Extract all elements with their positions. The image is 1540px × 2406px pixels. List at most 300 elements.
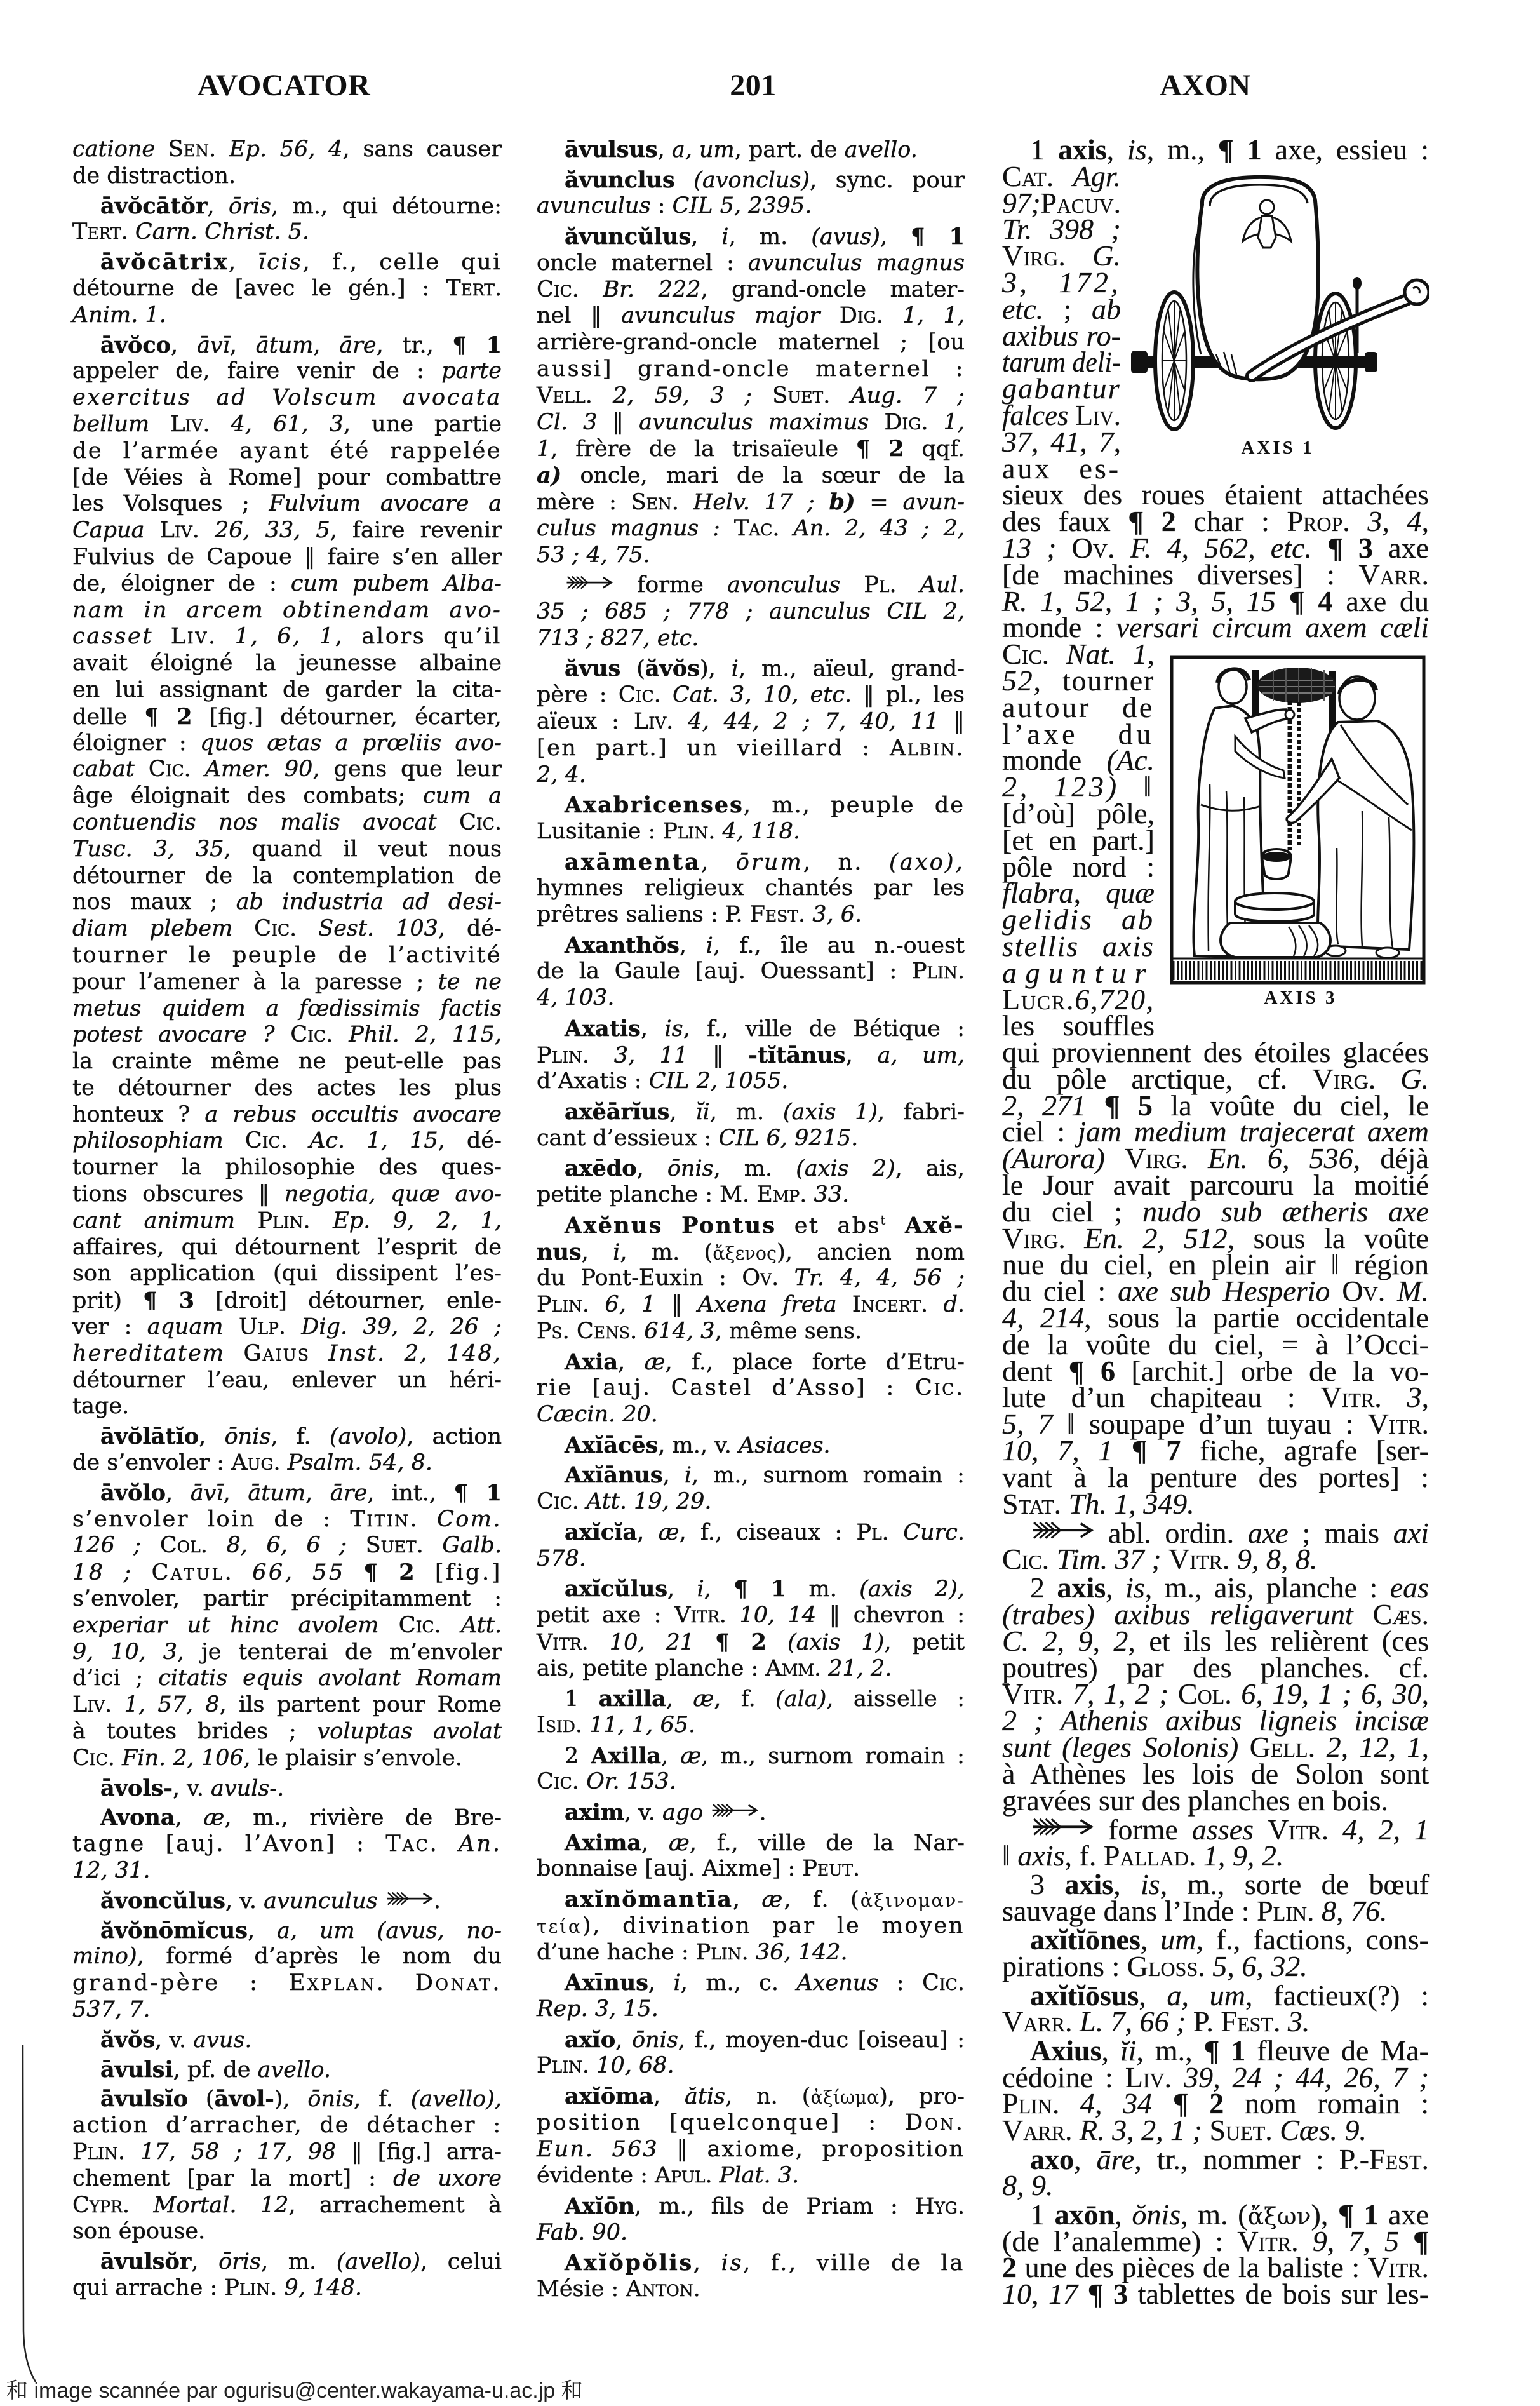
author-abbreviation: Gloss.: [1127, 1950, 1205, 1983]
roman-text: [144, 518, 159, 543]
text-line: [72, 1586, 502, 1613]
italic-text: Fab. 90.: [537, 2219, 628, 2245]
line-text: [1002, 2087, 1430, 2120]
line-text: [1002, 690, 1155, 723]
roman-text: , f., factions, cons-: [1196, 1923, 1429, 1956]
author-abbreviation: Peut.: [802, 1856, 860, 1882]
text-line: [537, 1239, 965, 1266]
italic-text: philosophiam: [72, 1128, 224, 1154]
roman-text: cant d’essieux :: [537, 1125, 719, 1151]
author-abbreviation: Cic.: [1002, 638, 1050, 671]
line-text: [1002, 372, 1121, 405]
line-text: [72, 412, 502, 438]
roman-text: d’ici ;: [72, 1665, 159, 1691]
line-text: [72, 598, 502, 624]
text-line: [1002, 159, 1121, 192]
line-text: [72, 2166, 502, 2193]
italic-text: Agr.: [1073, 159, 1121, 192]
roman-text: à toutes brides ;: [72, 1719, 318, 1745]
italic-text: Nat. 1,: [1066, 638, 1155, 671]
headword-text: āvŏlātĭo: [100, 1423, 199, 1450]
text-line: [1002, 956, 1155, 989]
italic-text: ătis: [684, 2083, 726, 2109]
italic-text: tarum deli-: [1002, 346, 1122, 379]
author-abbreviation: Cic.: [244, 1128, 288, 1154]
text-line: [1002, 2005, 1429, 2038]
text-line: [72, 1480, 502, 1507]
roman-text: [928, 410, 944, 435]
text-line: [1002, 1169, 1429, 1202]
italic-text: parte: [441, 358, 502, 384]
roman-text: qui proviennent des étoiles glacées: [1002, 1036, 1429, 1069]
line-text: [72, 491, 502, 518]
italic-text: (Ac.: [1106, 744, 1155, 777]
author-abbreviation: Cic.: [254, 916, 297, 942]
headword-text: Axilla: [591, 1742, 662, 1769]
italic-text: eas: [1389, 1571, 1430, 1604]
italic-text: C. 2, 9, 2: [1002, 1624, 1128, 1657]
line-text: [565, 849, 965, 877]
text-line: [72, 2086, 502, 2113]
roman-text: , int.,: [367, 1480, 454, 1506]
roman-text: [135, 756, 149, 782]
line-text: [1002, 1115, 1429, 1148]
headword-text: ăvŏnōmĭcus: [100, 1917, 248, 1944]
italic-text: āvī: [190, 1480, 224, 1506]
line-text: [537, 1996, 659, 2023]
headword-text: ¶ 1: [911, 223, 965, 250]
line-text: [537, 1489, 712, 1516]
dictionary-entry: [72, 193, 502, 246]
italic-text: æ: [644, 1349, 666, 1375]
author-abbreviation: Varr.: [1358, 558, 1429, 591]
text-line: [72, 332, 502, 359]
italic-text: An. 2, 43 ; 2,: [793, 515, 965, 541]
line-text: [537, 1239, 965, 1267]
italic-text: (avus): [811, 224, 880, 250]
roman-text: m.: [786, 1576, 860, 1603]
line-text: [537, 682, 965, 709]
text-line: [1002, 2114, 1429, 2147]
text-line: [1002, 2142, 1429, 2175]
dictionary-entry: [1002, 2198, 1430, 2311]
roman-text: axe, essieu :: [1261, 133, 1430, 166]
italic-text: (avolo): [329, 1424, 407, 1450]
italic-text: is: [664, 1016, 683, 1042]
line-text: [1002, 664, 1155, 697]
roman-text: [830, 383, 850, 408]
roman-text: [713, 2163, 720, 2188]
text-line: [72, 1102, 502, 1129]
roman-text: ,: [1139, 1979, 1167, 2012]
dictionary-entry: [537, 1576, 965, 1682]
roman-text: la crainte même ne peut-elle pas: [72, 1049, 502, 1075]
italic-text: ātum: [248, 1480, 306, 1506]
roman-text: de, éloigner de :: [72, 570, 291, 596]
roman-text: ,: [693, 2250, 721, 2276]
italic-text: avunculus major: [621, 303, 820, 329]
roman-text: [333, 1022, 349, 1047]
roman-text: , tourner: [1033, 664, 1155, 697]
roman-text: , même sens.: [714, 1319, 862, 1345]
line-text: [1002, 1598, 1429, 1631]
text-line: [72, 837, 502, 863]
italic-text: a, um: [1167, 1979, 1246, 2012]
text-line: [537, 1182, 965, 1209]
author-abbreviation: Cic.: [459, 809, 502, 835]
headword-text: Axatis: [565, 1015, 641, 1042]
dictionary-entry: [1002, 1813, 1430, 1872]
roman-text: , m., rivière de Bre-: [224, 1805, 502, 1831]
roman-text: [1073, 2114, 1080, 2146]
roman-text: [675, 168, 694, 193]
text-line: [1002, 292, 1121, 325]
line-text: [72, 889, 502, 916]
roman-text: lute d’un chapiteau :: [1002, 1381, 1321, 1414]
line-text: [565, 1462, 965, 1489]
line-text: [72, 969, 502, 996]
author-abbreviation: Liv.: [159, 518, 199, 544]
italic-text: īcis: [258, 250, 303, 276]
roman-text: ,: [845, 1042, 878, 1068]
text-line: [537, 819, 965, 845]
italic-text: Helv. 17 ;: [693, 489, 815, 515]
line-text: [72, 1287, 502, 1315]
dictionary-entry: [1002, 1979, 1429, 2038]
headword-text: ¶ 1: [1337, 2198, 1379, 2231]
text-line: [72, 889, 502, 916]
headword-text: āvols-: [100, 1775, 173, 1801]
italic-text: aguntur: [1002, 956, 1155, 989]
text-line: [537, 1743, 965, 1770]
author-abbreviation: Cic.: [618, 682, 661, 708]
text-line: [1002, 398, 1122, 431]
roman-text: dent: [1002, 1354, 1069, 1387]
text-line: [1002, 1115, 1429, 1148]
headword-text: ăvuncŭlus: [565, 223, 692, 250]
text-line: [1002, 1275, 1429, 1308]
text-line: [72, 1918, 502, 1944]
line-text: [72, 544, 502, 571]
roman-text: [779, 1265, 794, 1291]
line-text: [72, 943, 502, 969]
roman-text: delle: [72, 704, 145, 730]
italic-text: æ: [680, 1743, 702, 1769]
author-abbreviation: Dig.: [884, 409, 928, 435]
text-line: [537, 1712, 965, 1739]
author-abbreviation: Sen.: [168, 137, 217, 162]
text-line: [1002, 425, 1121, 458]
text-line: [72, 2166, 502, 2193]
italic-text: āre: [330, 1480, 368, 1506]
text-line: [1002, 1923, 1429, 1956]
author-abbreviation: Explan.: [288, 1970, 386, 1996]
roman-text: ciel :: [1002, 1115, 1078, 1148]
line-text: [100, 2248, 502, 2276]
italic-text: flabra, quæ: [1002, 877, 1155, 910]
roman-text: [297, 916, 318, 941]
text-line: [537, 2276, 965, 2303]
italic-text: Aul.: [920, 572, 965, 598]
column-2: [537, 137, 965, 2303]
roman-text: appeler de, faire venir de :: [72, 358, 442, 384]
text-line: [1002, 690, 1155, 723]
roman-text: , m.: [261, 2249, 337, 2275]
roman-text: [579, 1489, 586, 1514]
text-line: [1002, 1460, 1429, 1493]
text-line: [1002, 823, 1155, 856]
line-text: [1002, 239, 1121, 272]
line-text: [100, 1480, 502, 1507]
dictionary-entry: [537, 1686, 965, 1739]
italic-text: An.: [459, 1831, 502, 1857]
line-text: [565, 167, 965, 194]
line-text: [72, 385, 502, 412]
roman-text: l’axe du: [1002, 717, 1155, 750]
line-text: [537, 762, 586, 789]
roman-text: (: [620, 656, 645, 682]
dictionary-entry: [1002, 1868, 1430, 1927]
text-line: [72, 756, 502, 783]
roman-text: une des pièces de la baliste :: [1017, 2251, 1368, 2284]
text-line: [537, 1519, 965, 1546]
text-line: [537, 330, 965, 356]
line-text: [1030, 2034, 1429, 2067]
line-text: [72, 2193, 502, 2219]
line-text: [565, 1016, 965, 1043]
roman-text: ‖ [fig.] arra-: [336, 2139, 502, 2165]
text-line: [1002, 1036, 1429, 1069]
line-text: [1002, 2005, 1310, 2038]
page-number: 201: [730, 69, 777, 102]
line-text: [72, 219, 309, 246]
roman-text: ,: [661, 1743, 681, 1769]
roman-text: , m.,: [1146, 133, 1218, 166]
text-line: [1002, 1651, 1429, 1684]
text-line: [72, 1314, 502, 1341]
headword-text: axilla: [598, 1686, 666, 1712]
line-text: [1002, 1089, 1430, 1122]
italic-text: 11, 1, 65.: [589, 1712, 696, 1738]
italic-text: Tim. 37 ;: [1056, 1542, 1162, 1575]
text-line: [72, 624, 502, 650]
roman-text: qqf.: [904, 436, 965, 462]
roman-text: la voûte du ciel, le: [1152, 1089, 1430, 1122]
author-abbreviation: Virg.: [1002, 1221, 1066, 1254]
italic-text: Att.: [461, 1612, 502, 1638]
roman-text: ,: [313, 332, 340, 358]
text-line: [72, 1075, 502, 1102]
italic-text: G.: [1092, 239, 1121, 272]
headword-text: āvol-: [214, 2086, 274, 2113]
headword-text: nus: [537, 1239, 582, 1265]
roman-text: ,: [657, 137, 672, 163]
author-abbreviation: Plin.: [695, 1939, 749, 1965]
roman-text: de la Gaule [auj. Ouessant] :: [537, 958, 912, 985]
italic-text: 4, 118.: [722, 818, 800, 844]
roman-text: ,: [618, 1349, 645, 1375]
italic-text: te ne: [438, 969, 502, 995]
roman-text: ,: [1115, 2198, 1132, 2231]
roman-text: , f.: [271, 1424, 330, 1450]
roman-text: [347, 1533, 366, 1558]
roman-text: , tr.,: [376, 332, 453, 358]
headword-text: ¶ 2: [363, 1559, 417, 1586]
line-text: [537, 1913, 965, 1940]
roman-text: [311, 1208, 333, 1233]
author-abbreviation: Tac.: [385, 1831, 439, 1857]
italic-text: 10, 17: [1002, 2278, 1078, 2311]
feathered-arrow-icon: [1030, 1519, 1094, 1542]
text-line: [72, 1775, 502, 1802]
author-abbreviation: Plin.: [911, 958, 965, 985]
roman-text: 2: [565, 1743, 591, 1769]
line-text: [1002, 903, 1155, 936]
roman-text: :: [878, 1970, 923, 1996]
line-text: [537, 2137, 965, 2163]
text-line: [1002, 1516, 1429, 1549]
italic-text: (axis 2): [796, 1156, 895, 1182]
headword-text: axĭnŏmantīa: [565, 1886, 733, 1912]
italic-text: axis: [1017, 1839, 1065, 1872]
italic-text: CIL 6, 9215.: [718, 1125, 859, 1151]
author-abbreviation: Plin.: [257, 1207, 311, 1233]
author-abbreviation: Liv.: [170, 411, 210, 437]
author-abbreviation: Vitr.: [674, 1602, 726, 1628]
roman-text: , dé-: [438, 1128, 502, 1154]
dictionary-entry: [72, 1888, 502, 1914]
column-3: [1002, 133, 1430, 2311]
italic-text: 52: [1002, 664, 1034, 697]
roman-text: à Athènes les lois de Solon sont: [1002, 1757, 1429, 1790]
roman-text: ,: [667, 1576, 697, 1603]
text-line: [72, 1970, 502, 1997]
line-text: [1002, 1354, 1429, 1387]
roman-text: , f.: [1064, 1839, 1104, 1872]
roman-text: [1049, 1543, 1057, 1575]
italic-text: metus quidem a fœdissimis factis: [72, 995, 502, 1021]
author-abbreviation: Isid.: [537, 1712, 582, 1738]
bold-italic-text: a): [537, 462, 562, 489]
headword-text: ¶ 6: [1068, 1354, 1116, 1387]
italic-text: Asiaces.: [738, 1432, 831, 1458]
text-line: [537, 1462, 965, 1489]
line-text: [565, 1155, 965, 1183]
dictionary-entry: [537, 932, 965, 1012]
text-line: [72, 438, 502, 465]
italic-text: a, um: [671, 137, 735, 163]
headword-text: axim: [565, 1799, 624, 1825]
line-text: [1002, 956, 1155, 989]
roman-text: grand-père :: [72, 1970, 289, 1996]
italic-text: gelidis ab: [1002, 903, 1155, 936]
roman-text: les Volsques ;: [72, 491, 269, 517]
feathered-arrow-icon: [385, 1890, 434, 1907]
headword-text: ¶ 2: [144, 703, 192, 730]
text-line: [72, 219, 502, 246]
author-abbreviation: Plin.: [72, 2139, 126, 2165]
roman-text: [210, 412, 231, 437]
roman-text: ais, petite planche :: [537, 1655, 766, 1681]
roman-text: [439, 1831, 459, 1857]
roman-text: [805, 902, 812, 927]
text-line: [72, 730, 502, 757]
italic-text: R. 3, 2, 1 ;: [1080, 2114, 1202, 2147]
roman-text: axe: [1373, 531, 1429, 564]
author-abbreviation: Col.: [1177, 1677, 1232, 1710]
italic-text: Amer. 90: [204, 756, 313, 783]
line-text: [1002, 2060, 1430, 2093]
headword-text: ¶ 2: [715, 1629, 767, 1655]
text-line: [72, 916, 502, 943]
author-abbreviation: Cic.: [915, 1375, 965, 1401]
roman-text: ,: [669, 1099, 696, 1126]
roman-text: ,: [653, 2083, 685, 2109]
text-line: [537, 462, 965, 489]
author-abbreviation: Fest.: [1369, 2142, 1429, 2175]
roman-text: [703, 1800, 710, 1825]
line-text: [537, 356, 965, 383]
roman-text: [en part.] un vieillard :: [537, 735, 890, 761]
italic-text: voluptas avolat: [317, 1719, 502, 1745]
roman-text: ,: [191, 2249, 219, 2275]
roman-text: son épouse.: [72, 2219, 206, 2245]
headword-text: Axĭācēs: [565, 1432, 659, 1458]
author-abbreviation: Liv.: [1075, 398, 1122, 431]
line-text: [1002, 1248, 1429, 1281]
roman-text: [378, 1888, 385, 1914]
roman-text: oncle maternel :: [537, 250, 748, 276]
line-text: [565, 1519, 965, 1547]
line-text: [537, 2163, 799, 2189]
headword-text: ăvunclus: [565, 166, 675, 193]
author-abbreviation: Virg.: [1312, 1062, 1376, 1095]
italic-text: casset: [72, 624, 154, 650]
roman-text: [149, 412, 170, 437]
roman-text: ,: [1106, 1571, 1126, 1604]
italic-text: Ep. 56, 4: [229, 137, 343, 162]
text-line: [1002, 239, 1121, 272]
italic-text: is: [1125, 1571, 1145, 1604]
text-line: [72, 1450, 502, 1477]
text-line: [72, 249, 502, 276]
headword-text: axis: [1057, 133, 1107, 166]
italic-text: ōris: [229, 193, 271, 219]
italic-text: Eun. 563: [537, 2136, 659, 2162]
italic-text: 97;: [1002, 186, 1041, 219]
line-text: [72, 1341, 502, 1368]
roman-text: [235, 1208, 258, 1233]
roman-text: ,: [247, 1918, 278, 1944]
text-line: [537, 303, 965, 330]
italic-text: i: [684, 1463, 692, 1489]
roman-text: [224, 1128, 245, 1153]
line-text: [537, 626, 699, 652]
line-text: [72, 276, 502, 302]
roman-text: , frère de la trisaïeule: [551, 436, 856, 462]
line-text: [537, 958, 965, 985]
line-text: [100, 2027, 251, 2054]
line-text: [1002, 159, 1121, 192]
author-abbreviation: Vitr.: [537, 1629, 589, 1655]
dictionary-entry: [72, 332, 502, 1421]
text-line: [72, 358, 502, 385]
roman-text: père :: [537, 682, 619, 708]
author-abbreviation: Titin.: [350, 1506, 419, 1532]
author-abbreviation: Cypr.: [72, 2192, 130, 2218]
text-line: [1002, 1009, 1155, 1042]
author-abbreviation: Aug.: [231, 1450, 281, 1476]
